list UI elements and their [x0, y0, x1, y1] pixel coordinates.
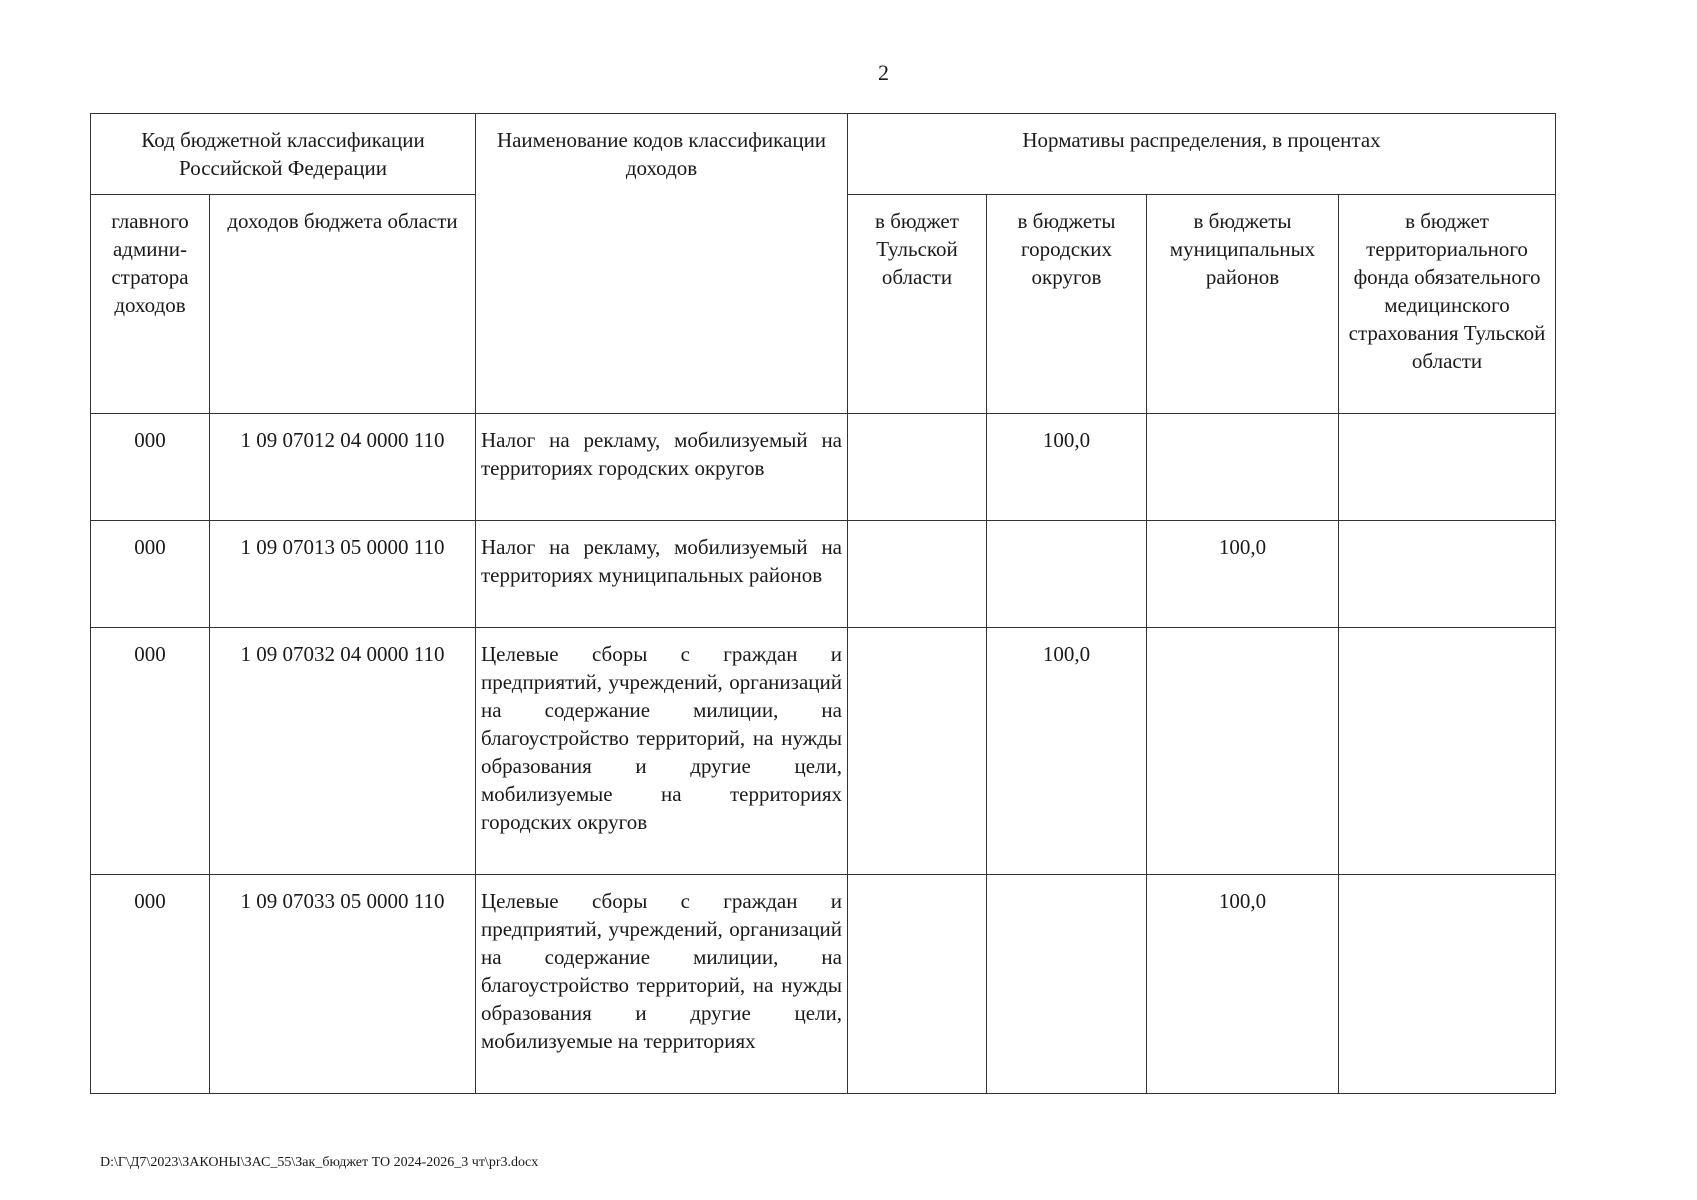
- distribution-norms-header: Нормативы распределения, в процентах: [848, 114, 1556, 195]
- header-row-top: [91, 114, 1556, 195]
- fund-norm-cell: [1339, 414, 1556, 521]
- fund-norm-cell: [1339, 875, 1556, 1094]
- table-row: [91, 414, 1556, 521]
- income-code-cell: 1 09 07032 04 0000 110: [210, 628, 476, 875]
- regional-norm-cell: [848, 628, 987, 875]
- city-norm-cell: 100,0: [987, 414, 1147, 521]
- admin-code-cell: 000: [91, 875, 210, 1094]
- city-norm-cell: [987, 521, 1147, 628]
- income-name-cell: Налог на рекламу, мобилизуемый на территориях городских округов: [476, 414, 848, 521]
- income-distribution-table: [90, 113, 1556, 1094]
- income-code-cell: 1 09 07013 05 0000 110: [210, 521, 476, 628]
- income-code-header: доходов бюджета области: [210, 195, 476, 414]
- municipal-norm-cell: [1147, 414, 1339, 521]
- income-name-cell: Целевые сборы с граждан и предприятий, учреждений, организаций на содержание милиции, на благоустройство территорий, на нужды образования и другие цели, мобилизуемые на территориях: [476, 875, 848, 1094]
- income-code-cell: 1 09 07033 05 0000 110: [210, 875, 476, 1094]
- income-name-header: Наименование кодов классификации доходов: [476, 114, 848, 414]
- municipal-norm-cell: [1147, 628, 1339, 875]
- table-row: [91, 628, 1556, 875]
- page-number: 2: [878, 60, 889, 85]
- municipal-budgets-header: в бюджеты муниципальных районов: [1147, 195, 1339, 414]
- table-row: [91, 875, 1556, 1094]
- regional-norm-cell: [848, 521, 987, 628]
- admin-code-cell: 000: [91, 414, 210, 521]
- city-norm-cell: [987, 875, 1147, 1094]
- regional-norm-cell: [848, 875, 987, 1094]
- regional-norm-cell: [848, 414, 987, 521]
- municipal-norm-cell: 100,0: [1147, 521, 1339, 628]
- municipal-norm-cell: 100,0: [1147, 875, 1339, 1094]
- city-norm-cell: 100,0: [987, 628, 1147, 875]
- fund-norm-cell: [1339, 521, 1556, 628]
- file-path-footer: D:\Г\Д7\2023\ЗАКОНЫ\ЗАС_55\Зак_бюджет ТО 2024-2026_3 чт\pr3.docx: [100, 1155, 539, 1170]
- medical-fund-header: в бюджет территориального фонда обязательного медицинского страхования Тульской области: [1339, 195, 1556, 414]
- admin-code-cell: 000: [91, 521, 210, 628]
- city-budgets-header: в бюджеты городских округов: [987, 195, 1147, 414]
- regional-budget-header: в бюджет Тульской области: [848, 195, 987, 414]
- income-code-cell: 1 09 07012 04 0000 110: [210, 414, 476, 521]
- admin-code-header: главного админи-стратора доходов: [91, 195, 210, 414]
- kbk-group-header: Код бюджетной классификации Российской Федерации: [91, 114, 476, 195]
- table-row: [91, 521, 1556, 628]
- fund-norm-cell: [1339, 628, 1556, 875]
- income-name-cell: Налог на рекламу, мобилизуемый на территориях муниципальных районов: [476, 521, 848, 628]
- income-name-cell: Целевые сборы с граждан и предприятий, учреждений, организаций на содержание милиции, на благоустройство территорий, на нужды образования и другие цели, мобилизуемые на территориях городских округов: [476, 628, 848, 875]
- admin-code-cell: 000: [91, 628, 210, 875]
